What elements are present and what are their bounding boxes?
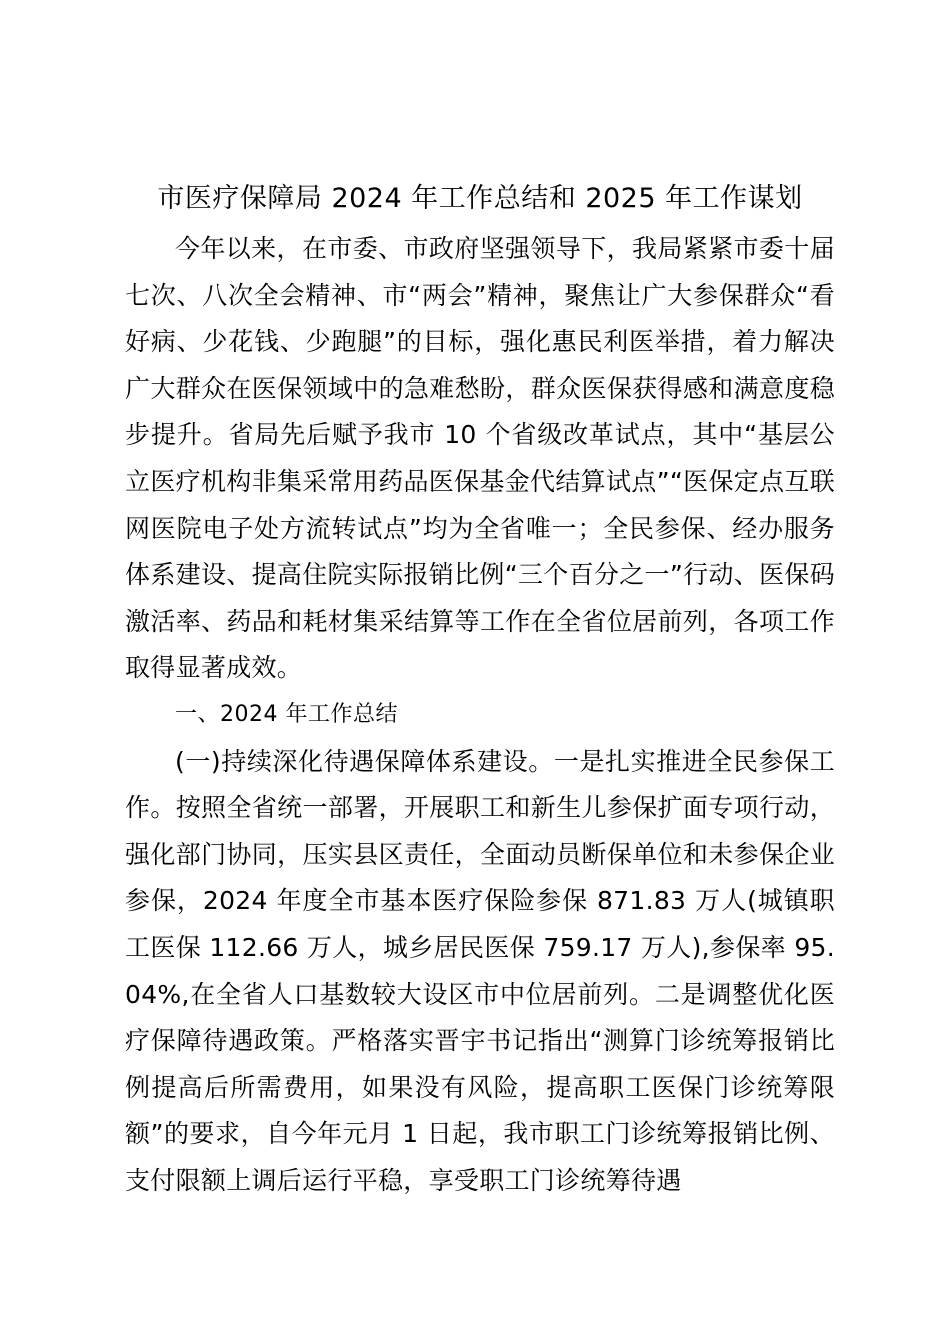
intro-paragraph: 今年以来，在市委、市政府坚强领导下，我局紧紧市委十届七次、八次全会精神、市“两会”精神，聚焦让广大参保群众“看好病、少花钱、少跑腿”的目标，强化惠民利医举措，着力解决广大群众在医保领域中的急难愁盼，群众医保获得感和满意度稳步提升。省局先后赋予我市 10 个省级改革试点，其中“基层公立医疗机构非集采常用药品医保基金代结算试点”“医保定点互联网医院电子处方流转试点”均为全省唯一；全民参保、经办服务体系建设、提高住院实际报销比例“三个百分之一”行动、医保码激活率、药品和耗材集采结算等工作在全省位居前列，各项工作取得显著成效。 bbox=[125, 234, 835, 683]
document-body bbox=[125, 226, 835, 1204]
section-paragraph: (一)持续深化待遇保障体系建设。一是扎实推进全民参保工作。按照全省统一部署，开展职工和新生儿参保扩面专项行动，强化部门协同，压实县区责任，全面动员断保单位和未参保企业参保，2024 年度全市基本医疗保险参保 871.83 万人(城镇职工医保 112.66 万人，城乡居民医保 759.17 万人),参保率 95.04%,在全省人口基数较大设区市中位居前列。二是调整优化医疗保障待遇政策。严格落实晋宇书记指出“测算门诊统筹报销比例提高后所需费用，如果没有风险，提高职工医保门诊统筹限额”的要求，自今年元月 1 日起，我市职工门诊统筹报销比例、支付限额上调后运行平稳，享受职工门诊统筹待遇 bbox=[125, 746, 835, 1195]
document-title: 市医疗保障局 2024 年工作总结和 2025 年工作谋划 bbox=[157, 183, 803, 214]
section-heading: 一、2024 年工作总结 bbox=[175, 701, 398, 727]
